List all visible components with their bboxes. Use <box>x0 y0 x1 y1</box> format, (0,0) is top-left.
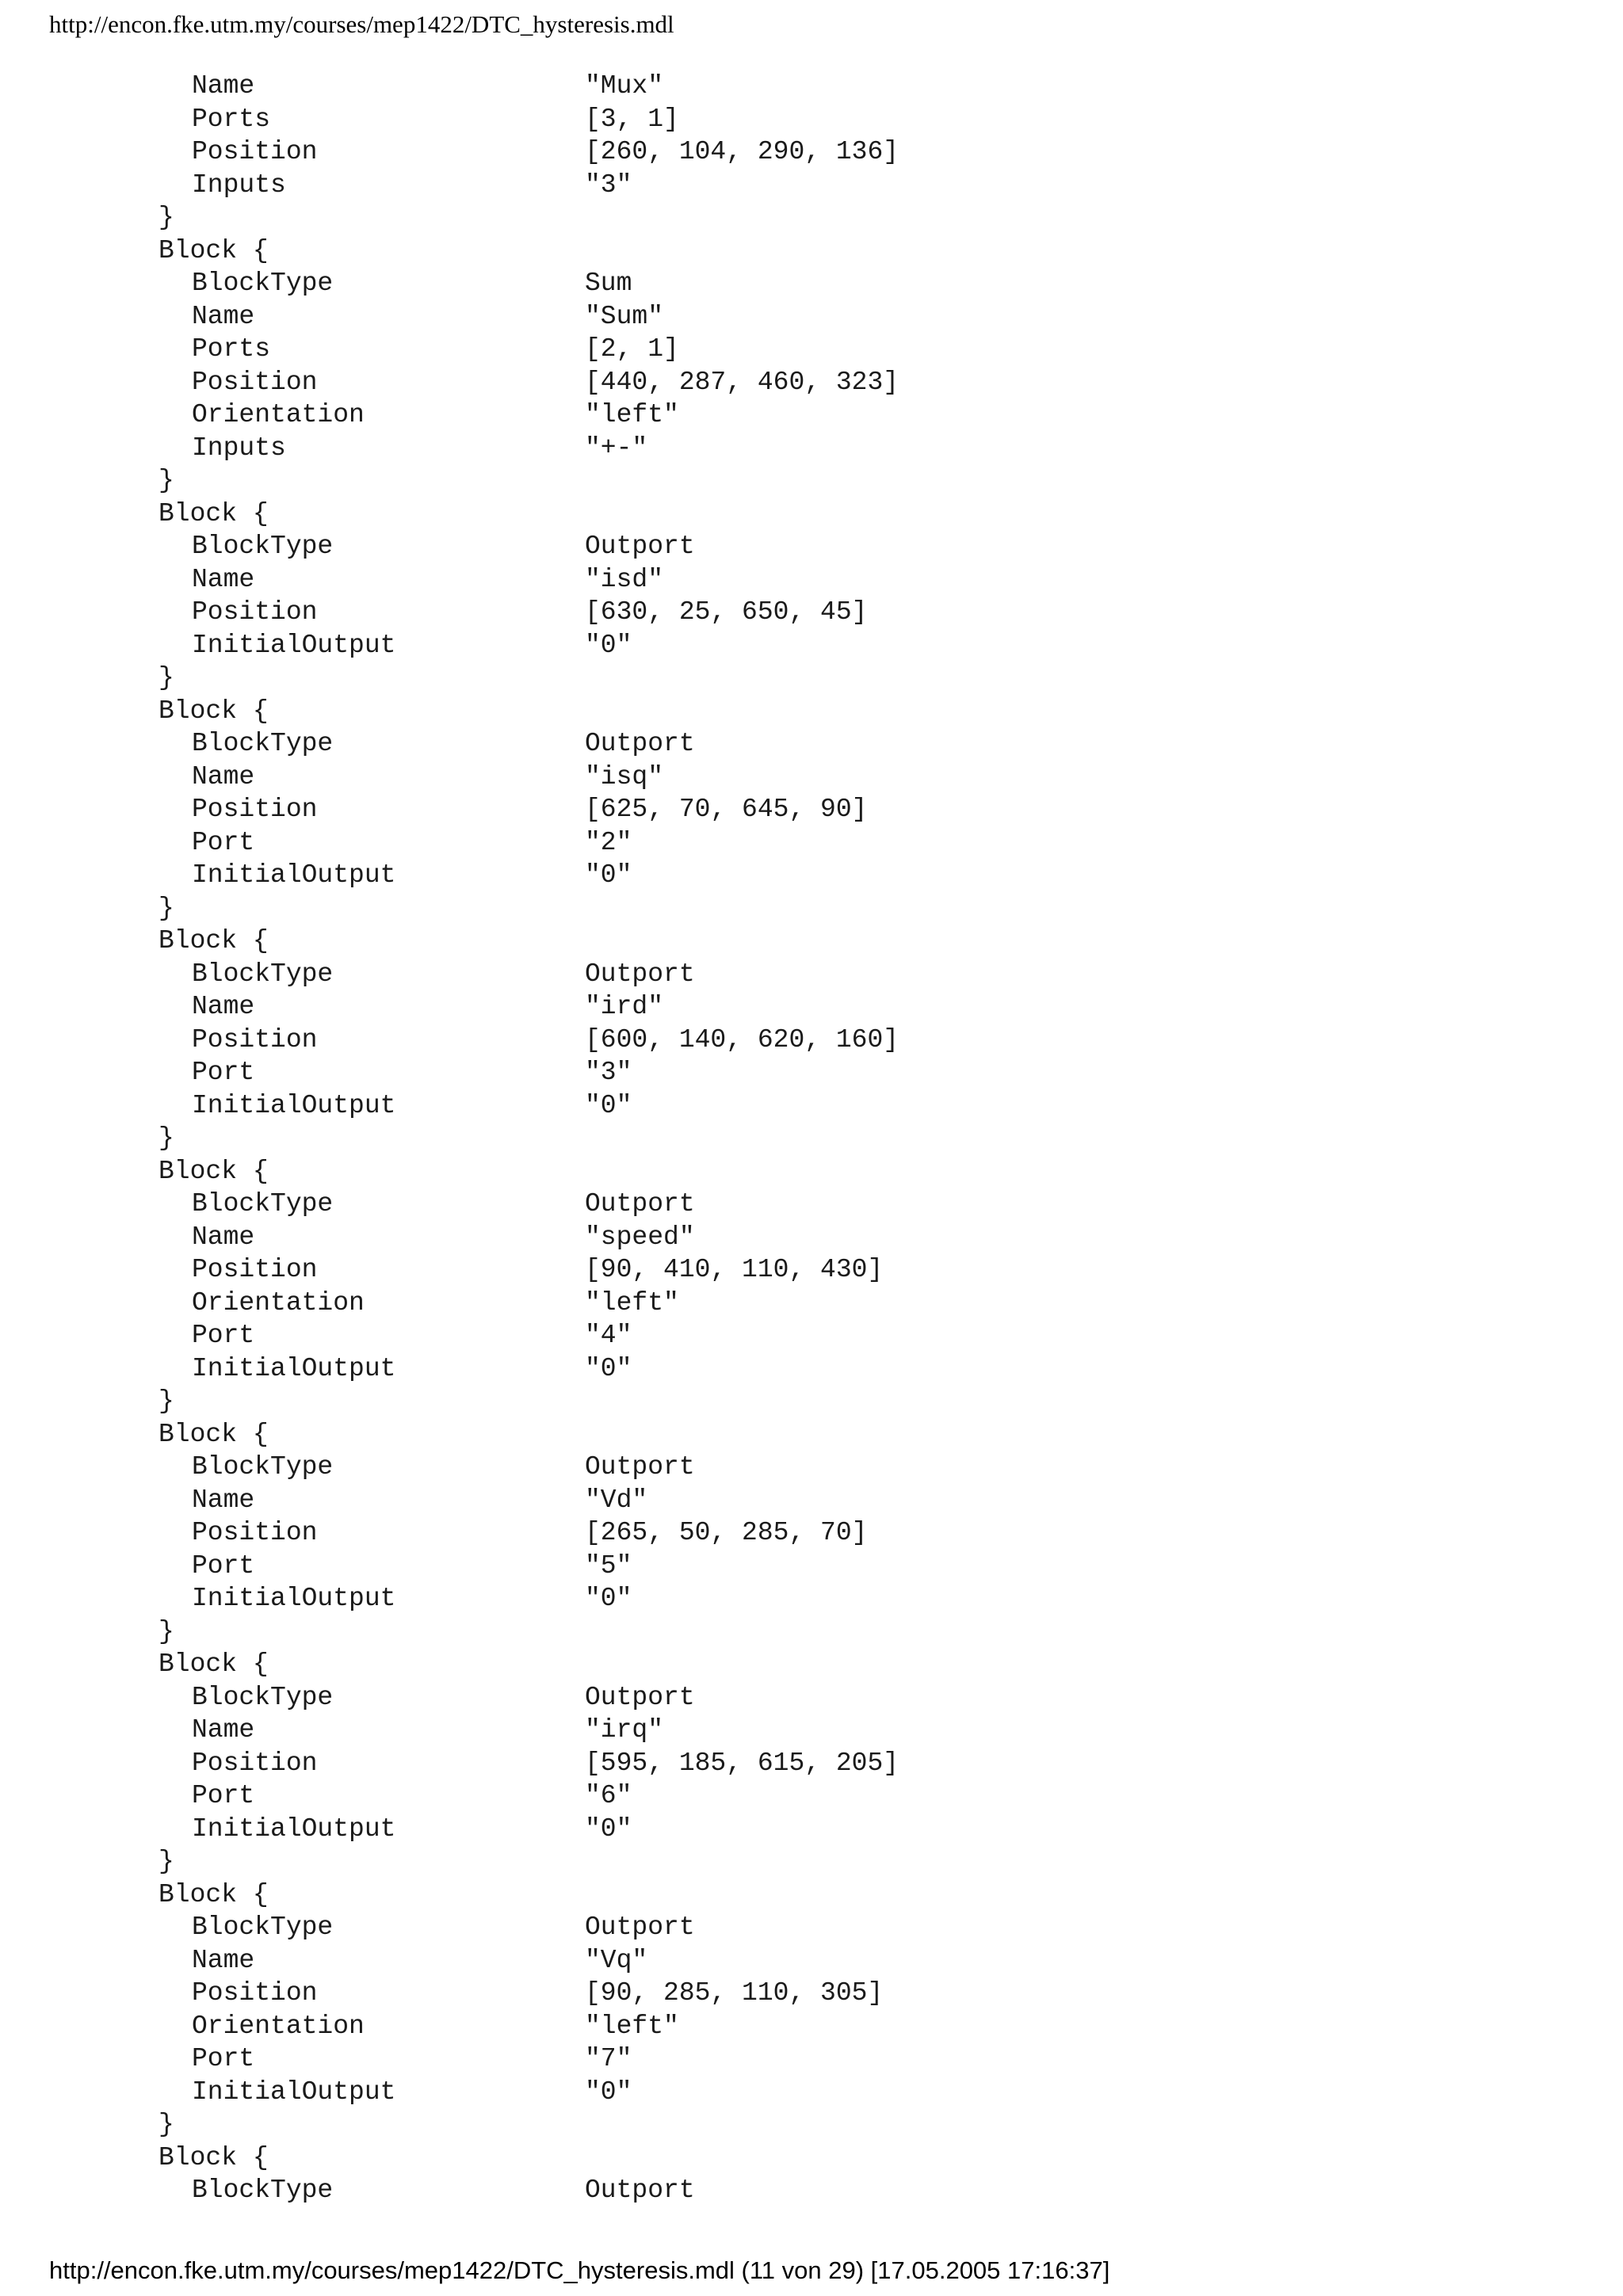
parameter-name: InitialOutput <box>192 860 396 890</box>
parameter-value: "left" <box>585 400 679 429</box>
parameter-name: BlockType <box>192 1682 334 1712</box>
parameter-name: Name <box>192 992 255 1021</box>
parameter-name: Port <box>192 2044 255 2073</box>
parameter-value: "2" <box>585 827 632 857</box>
parameter-value: "0" <box>585 1814 632 1844</box>
parameter-value: [260, 104, 290, 136] <box>585 137 899 166</box>
parameter-name: Inputs <box>192 433 286 463</box>
block-delimiter: Block { <box>158 926 269 955</box>
parameter-name: Name <box>192 761 255 791</box>
parameter-value: "3" <box>585 1058 632 1087</box>
parameter-name: Inputs <box>192 170 286 200</box>
parameter-name: Orientation <box>192 1287 365 1318</box>
parameter-value: "Mux" <box>585 71 664 101</box>
parameter-name: BlockType <box>192 532 334 561</box>
parameter-value: "0" <box>585 1584 632 1613</box>
parameter-value: "+-" <box>585 433 648 463</box>
parameter-name: Port <box>192 1550 255 1581</box>
parameter-value: Outport <box>585 1682 695 1712</box>
parameter-name: Name <box>192 1945 255 1975</box>
parameter-name: Position <box>192 597 318 627</box>
parameter-value: "0" <box>585 1090 632 1120</box>
parameter-name: InitialOutput <box>192 2077 396 2107</box>
parameter-value: "0" <box>585 2077 632 2107</box>
parameter-value: "Vd" <box>585 1485 648 1515</box>
parameter-name: Name <box>192 1222 255 1252</box>
parameter-value: "left" <box>585 2011 679 2041</box>
parameter-name: Port <box>192 1781 255 1810</box>
parameter-name: BlockType <box>192 269 334 298</box>
parameter-name: Name <box>192 1485 255 1515</box>
parameter-name: Port <box>192 827 255 857</box>
parameter-name: Ports <box>192 104 271 134</box>
parameter-name: Position <box>192 795 318 824</box>
parameter-value: Outport <box>585 729 695 758</box>
parameter-name: BlockType <box>192 729 334 758</box>
block-delimiter: Block { <box>158 498 269 528</box>
parameter-value: "Vq" <box>585 1945 648 1975</box>
block-delimiter: Block { <box>158 1419 269 1449</box>
parameter-value: "0" <box>585 630 632 660</box>
parameter-value: [3, 1] <box>585 104 679 134</box>
parameter-value: "0" <box>585 860 632 890</box>
parameter-name: Port <box>192 1321 255 1350</box>
block-delimiter: Block { <box>158 1879 269 1909</box>
parameter-value: "isd" <box>585 564 664 594</box>
parameter-value: "irq" <box>585 1715 664 1745</box>
parameter-name: Position <box>192 1518 318 1547</box>
parameter-name: Name <box>192 301 255 331</box>
parameter-name: BlockType <box>192 1189 334 1219</box>
parameter-value: "isq" <box>585 761 664 791</box>
parameter-name: InitialOutput <box>192 1584 396 1613</box>
parameter-value: "3" <box>585 170 632 200</box>
parameter-value: "5" <box>585 1550 632 1581</box>
parameter-name: InitialOutput <box>192 1090 396 1120</box>
block-delimiter: } <box>158 2110 174 2139</box>
block-delimiter: } <box>158 893 174 923</box>
parameter-value: "0" <box>585 1353 632 1383</box>
parameter-name: InitialOutput <box>192 1353 396 1383</box>
parameter-value: Sum <box>585 269 632 298</box>
parameter-name: InitialOutput <box>192 1814 396 1844</box>
parameter-value: [2, 1] <box>585 334 679 364</box>
parameter-name: Position <box>192 1255 318 1284</box>
parameter-value: [595, 185, 615, 205] <box>585 1748 899 1778</box>
parameter-value: Outport <box>585 959 695 989</box>
block-delimiter: } <box>158 1616 174 1646</box>
parameter-name: Position <box>192 1748 318 1778</box>
parameter-name: Port <box>192 1058 255 1087</box>
parameter-value: Outport <box>585 1913 695 1942</box>
block-delimiter: } <box>158 203 174 232</box>
parameter-name: Position <box>192 137 318 166</box>
page-header-url: http://encon.fke.utm.my/courses/mep1422/DTC_hysteresis.mdl <box>49 10 674 38</box>
block-delimiter: } <box>158 1386 174 1416</box>
parameter-name: Name <box>192 71 255 101</box>
parameter-name: BlockType <box>192 1452 334 1482</box>
parameter-name: Orientation <box>192 400 365 429</box>
block-delimiter: Block { <box>158 696 269 726</box>
parameter-value: [625, 70, 645, 90] <box>585 795 868 824</box>
parameter-name: BlockType <box>192 2176 334 2205</box>
parameter-value: [90, 285, 110, 305] <box>585 1978 884 2008</box>
parameter-value: "7" <box>585 2044 632 2073</box>
parameter-name: Ports <box>192 334 271 364</box>
parameter-value: "Sum" <box>585 301 664 331</box>
block-delimiter: Block { <box>158 2142 269 2172</box>
parameter-value: [630, 25, 650, 45] <box>585 597 868 627</box>
block-delimiter: Block { <box>158 1156 269 1186</box>
parameter-name: Position <box>192 1978 318 2008</box>
parameter-name: BlockType <box>192 959 334 989</box>
parameter-name: Name <box>192 564 255 594</box>
block-delimiter: } <box>158 466 174 495</box>
parameter-value: Outport <box>585 1189 695 1219</box>
parameter-name: Position <box>192 1024 318 1055</box>
page-footer: http://encon.fke.utm.my/courses/mep1422/DTC_hysteresis.mdl (11 von 29) [17.05.2005 17:16:37] <box>49 2256 1110 2284</box>
parameter-value: "6" <box>585 1781 632 1810</box>
block-delimiter: Block { <box>158 1650 269 1679</box>
parameter-value: "left" <box>585 1287 679 1318</box>
parameter-name: Orientation <box>192 2011 365 2041</box>
parameter-value: Outport <box>585 2176 695 2205</box>
parameter-name: InitialOutput <box>192 630 396 660</box>
parameter-value: "speed" <box>585 1222 695 1252</box>
parameter-value: [90, 410, 110, 430] <box>585 1255 884 1284</box>
parameter-value: [265, 50, 285, 70] <box>585 1518 868 1547</box>
parameter-value: [600, 140, 620, 160] <box>585 1024 899 1055</box>
parameter-value: "ird" <box>585 992 664 1021</box>
block-delimiter: Block { <box>158 235 269 265</box>
parameter-value: Outport <box>585 1452 695 1482</box>
block-delimiter: } <box>158 663 174 692</box>
block-delimiter: } <box>158 1847 174 1876</box>
parameter-name: BlockType <box>192 1913 334 1942</box>
parameter-value: [440, 287, 460, 323] <box>585 367 899 397</box>
parameter-value: "4" <box>585 1321 632 1350</box>
parameter-value: Outport <box>585 532 695 561</box>
block-delimiter: } <box>158 1123 174 1153</box>
parameter-name: Name <box>192 1715 255 1745</box>
parameter-name: Position <box>192 367 318 397</box>
